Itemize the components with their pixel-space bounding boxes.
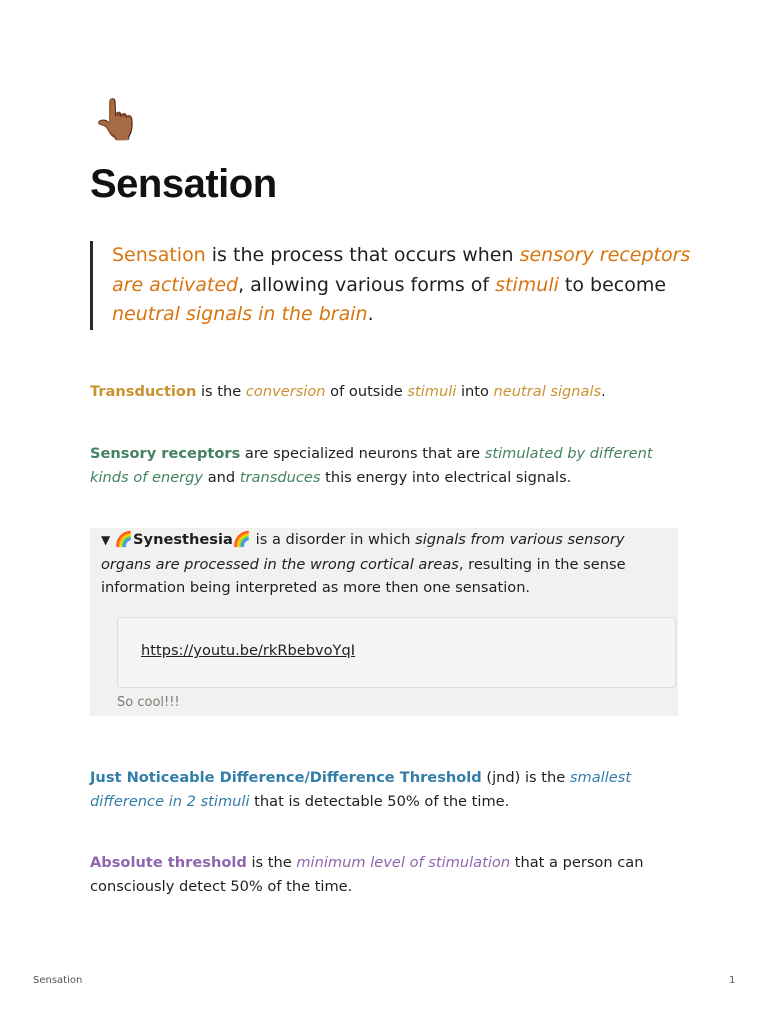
paragraph-text: that a person can consciously detect 50% of the time. (90, 854, 644, 895)
rainbow-icon: 🌈 (114, 531, 134, 548)
paragraph-text: is the (196, 383, 246, 400)
paragraph-text: and (203, 468, 240, 486)
paragraph-text: that is detectable 50% of the time. (249, 792, 510, 810)
transduction-paragraph (90, 380, 675, 404)
page-number: 1 (729, 975, 736, 986)
toggle-header (101, 528, 669, 600)
paragraph-emphasis: minimum level of stimulation (296, 854, 511, 871)
paragraph-emphasis: neutral signals (493, 383, 602, 400)
video-link[interactable]: https://youtu.be/rkRbebvoYqI (141, 642, 356, 659)
paragraph-emphasis: signals from various sensory organs are processed in the wrong cortical areas (101, 531, 625, 573)
quote-text: is the process that occurs when (205, 244, 520, 266)
absolute-threshold-paragraph (90, 851, 675, 898)
quote-text: , allowing various forms of (238, 273, 496, 296)
paragraph-emphasis: stimulated by different kinds of energy (90, 445, 653, 486)
jnd-term: Just Noticeable Difference/Difference Threshold (90, 769, 482, 786)
bookmark-caption: So cool!!! (117, 695, 180, 710)
paragraph-emphasis: transduces (239, 468, 321, 486)
quote-text: . (367, 303, 374, 325)
synesthesia-toggle-block (90, 528, 678, 716)
paragraph-text: into (456, 383, 494, 400)
paragraph-text: is a disorder in which (251, 531, 416, 548)
paragraph-text: of outside (325, 383, 408, 400)
footer-title: Sensation (33, 975, 83, 986)
paragraph-emphasis: stimuli (407, 383, 457, 400)
transduction-term: Transduction (90, 383, 197, 400)
paragraph-text: . (601, 383, 606, 400)
quote-text: to become (558, 273, 667, 296)
quote-emphasis: sensory receptors are activated (112, 244, 691, 296)
definition-quote (90, 241, 700, 330)
paragraph-text: , resulting in the sense information being interpreted as more then one sensation. (101, 555, 626, 596)
paragraph-text: are specialized neurons that are (240, 445, 485, 462)
paragraph-text: this energy into electrical signals. (320, 468, 572, 486)
paragraph-emphasis: conversion (245, 383, 326, 400)
paragraph-text: (jnd) is the (481, 769, 570, 786)
paragraph-text: is the (246, 854, 297, 871)
receptors-paragraph (90, 442, 675, 489)
video-bookmark[interactable] (117, 617, 676, 688)
toggle-arrow-icon[interactable]: ▼ (101, 533, 111, 547)
paragraph-emphasis: smallest difference in 2 stimuli (90, 769, 632, 810)
quote-emphasis: neutral signals in the brain (112, 303, 368, 325)
quote-emphasis: stimuli (495, 273, 559, 296)
rainbow-icon: 🌈 (232, 531, 252, 548)
receptors-term: Sensory receptors (90, 445, 241, 462)
page-title: Sensation (90, 162, 277, 206)
quote-term: Sensation (112, 244, 206, 266)
absolute-threshold-term: Absolute threshold (90, 854, 247, 871)
synesthesia-term: Synesthesia (133, 531, 233, 548)
jnd-paragraph (90, 766, 675, 813)
pointing-up-icon: 👆🏾 (92, 97, 142, 143)
